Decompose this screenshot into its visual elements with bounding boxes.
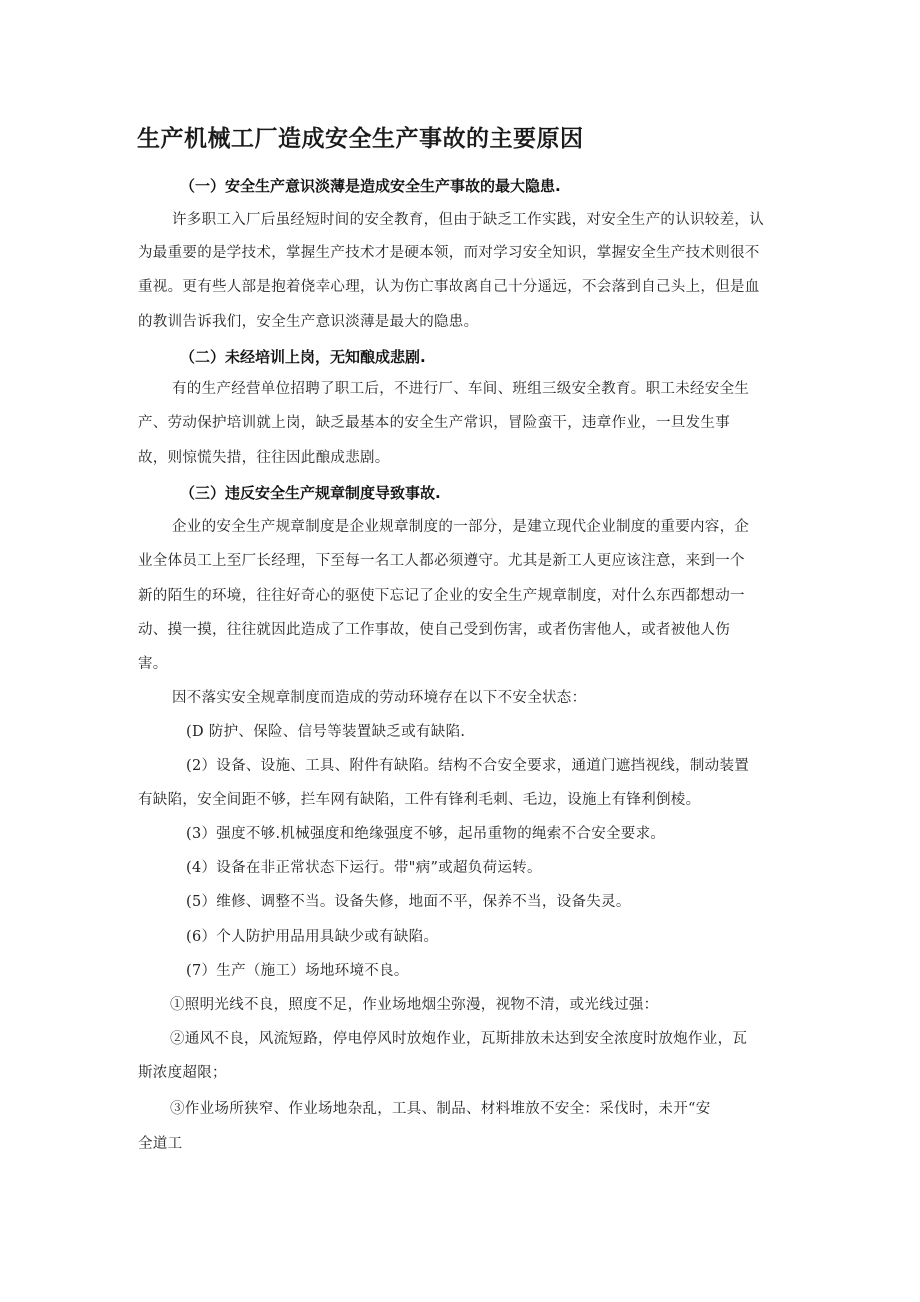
section-heading-3: （三）违反安全生产规章制度导致事故. bbox=[180, 484, 441, 502]
paragraph-line: 故，则惊慌失措，往往因此酿成悲剧。 bbox=[138, 450, 390, 466]
section-heading-1: （一）安全生产意识淡薄是造成安全生产事故的最大隐患. bbox=[180, 177, 561, 195]
sub-list-item: ②通风不良，风流短路，停电停风时放炮作业，瓦斯排放未达到安全浓度时放炮作业，瓦 bbox=[170, 1031, 748, 1047]
paragraph-line: 害。 bbox=[138, 656, 168, 672]
paragraph-line: 企业的安全生产规章制度是企业规章制度的一部分，是建立现代企业制度的重要内容，企 bbox=[172, 519, 750, 535]
document-title: 生产机械工厂造成安全生产事故的主要原因 bbox=[137, 126, 584, 152]
paragraph-line: 有缺陷，安全间距不够，拦车网有缺陷，工件有锋利毛刺、毛边，设施上有锋利倒棱。 bbox=[138, 792, 701, 808]
paragraph-line: 许多职工入厂后虽经短时间的安全教育，但由于缺乏工作实践，对安全生产的认识较差，认 bbox=[172, 212, 764, 228]
list-item: (5）维修、调整不当。设备失修，地面不平，保养不当，设备失灵。 bbox=[186, 894, 631, 910]
paragraph-line: 为最重要的是学技术，掌握生产技术才是硬本领，而对学习安全知识，掌握安全生产技术则很不 bbox=[138, 245, 760, 261]
paragraph-line: 产、劳动保护培训就上岗，缺乏最基本的安全生产常识，冒险蛮干，违章作业，一旦发生事 bbox=[138, 415, 730, 431]
list-item: (D 防护、保险、信号等装置缺乏或有缺陷. bbox=[186, 724, 466, 740]
list-item: (6）个人防护用品用具缺少或有缺陷。 bbox=[186, 929, 439, 945]
paragraph-line: 全道工 bbox=[138, 1136, 183, 1152]
paragraph-line: 动、摸一摸，往往就因此造成了工作事故，使自己受到伤害，或者伤害他人，或者被他人伤 bbox=[138, 622, 730, 638]
sub-list-item: ③作业场所狭窄、作业场地杂乱，工具、制品、材料堆放不安全：采伐时，未开“安 bbox=[170, 1101, 711, 1117]
paragraph-line: 斯浓度超限； bbox=[138, 1065, 227, 1081]
list-item: (2）设备、设施、工具、附件有缺陷。结构不合安全要求，通道门遮挡视线，制动装置 bbox=[186, 758, 750, 774]
list-item: (3）强度不够.机械强度和绝缘强度不够，起吊重物的绳索不合安全要求。 bbox=[186, 826, 666, 842]
paragraph-line: 重视。更有些人部是抱着侥幸心理，认为伤亡事故离自己十分遥远，不会落到自己头上，但是血 bbox=[138, 279, 760, 295]
section-heading-2: （二）未经培训上岗，无知酿成悲剧. bbox=[180, 348, 426, 366]
list-item: (7）生产（施工）场地环境不良。 bbox=[186, 963, 409, 979]
paragraph-line: 新的陌生的环境，往往好奇心的驱使下忘记了企业的安全生产规章制度，对什么东西都想动一 bbox=[138, 588, 745, 604]
paragraph-line: 的教训告诉我们，安全生产意识淡薄是最大的隐患。 bbox=[138, 314, 479, 330]
list-item: (4）设备在非正常状态下运行。带"病”或超负荷运转。 bbox=[186, 860, 542, 876]
paragraph-line: 业全体员工上至厂长经理，下至每一名工人都必须遵守。尤其是新工人更应该注意，来到一个 bbox=[138, 553, 745, 569]
sub-list-item: ①照明光线不良，照度不足，作业场地烟尘弥漫，视物不清，或光线过强： bbox=[170, 997, 659, 1013]
paragraph-line: 有的生产经营单位招聘了职工后，不进行厂、车间、班组三级安全教育。职工未经安全生 bbox=[172, 381, 750, 397]
paragraph-line: 因不落实安全规章制度而造成的劳动环境存在以下不安全状态： bbox=[172, 690, 587, 706]
